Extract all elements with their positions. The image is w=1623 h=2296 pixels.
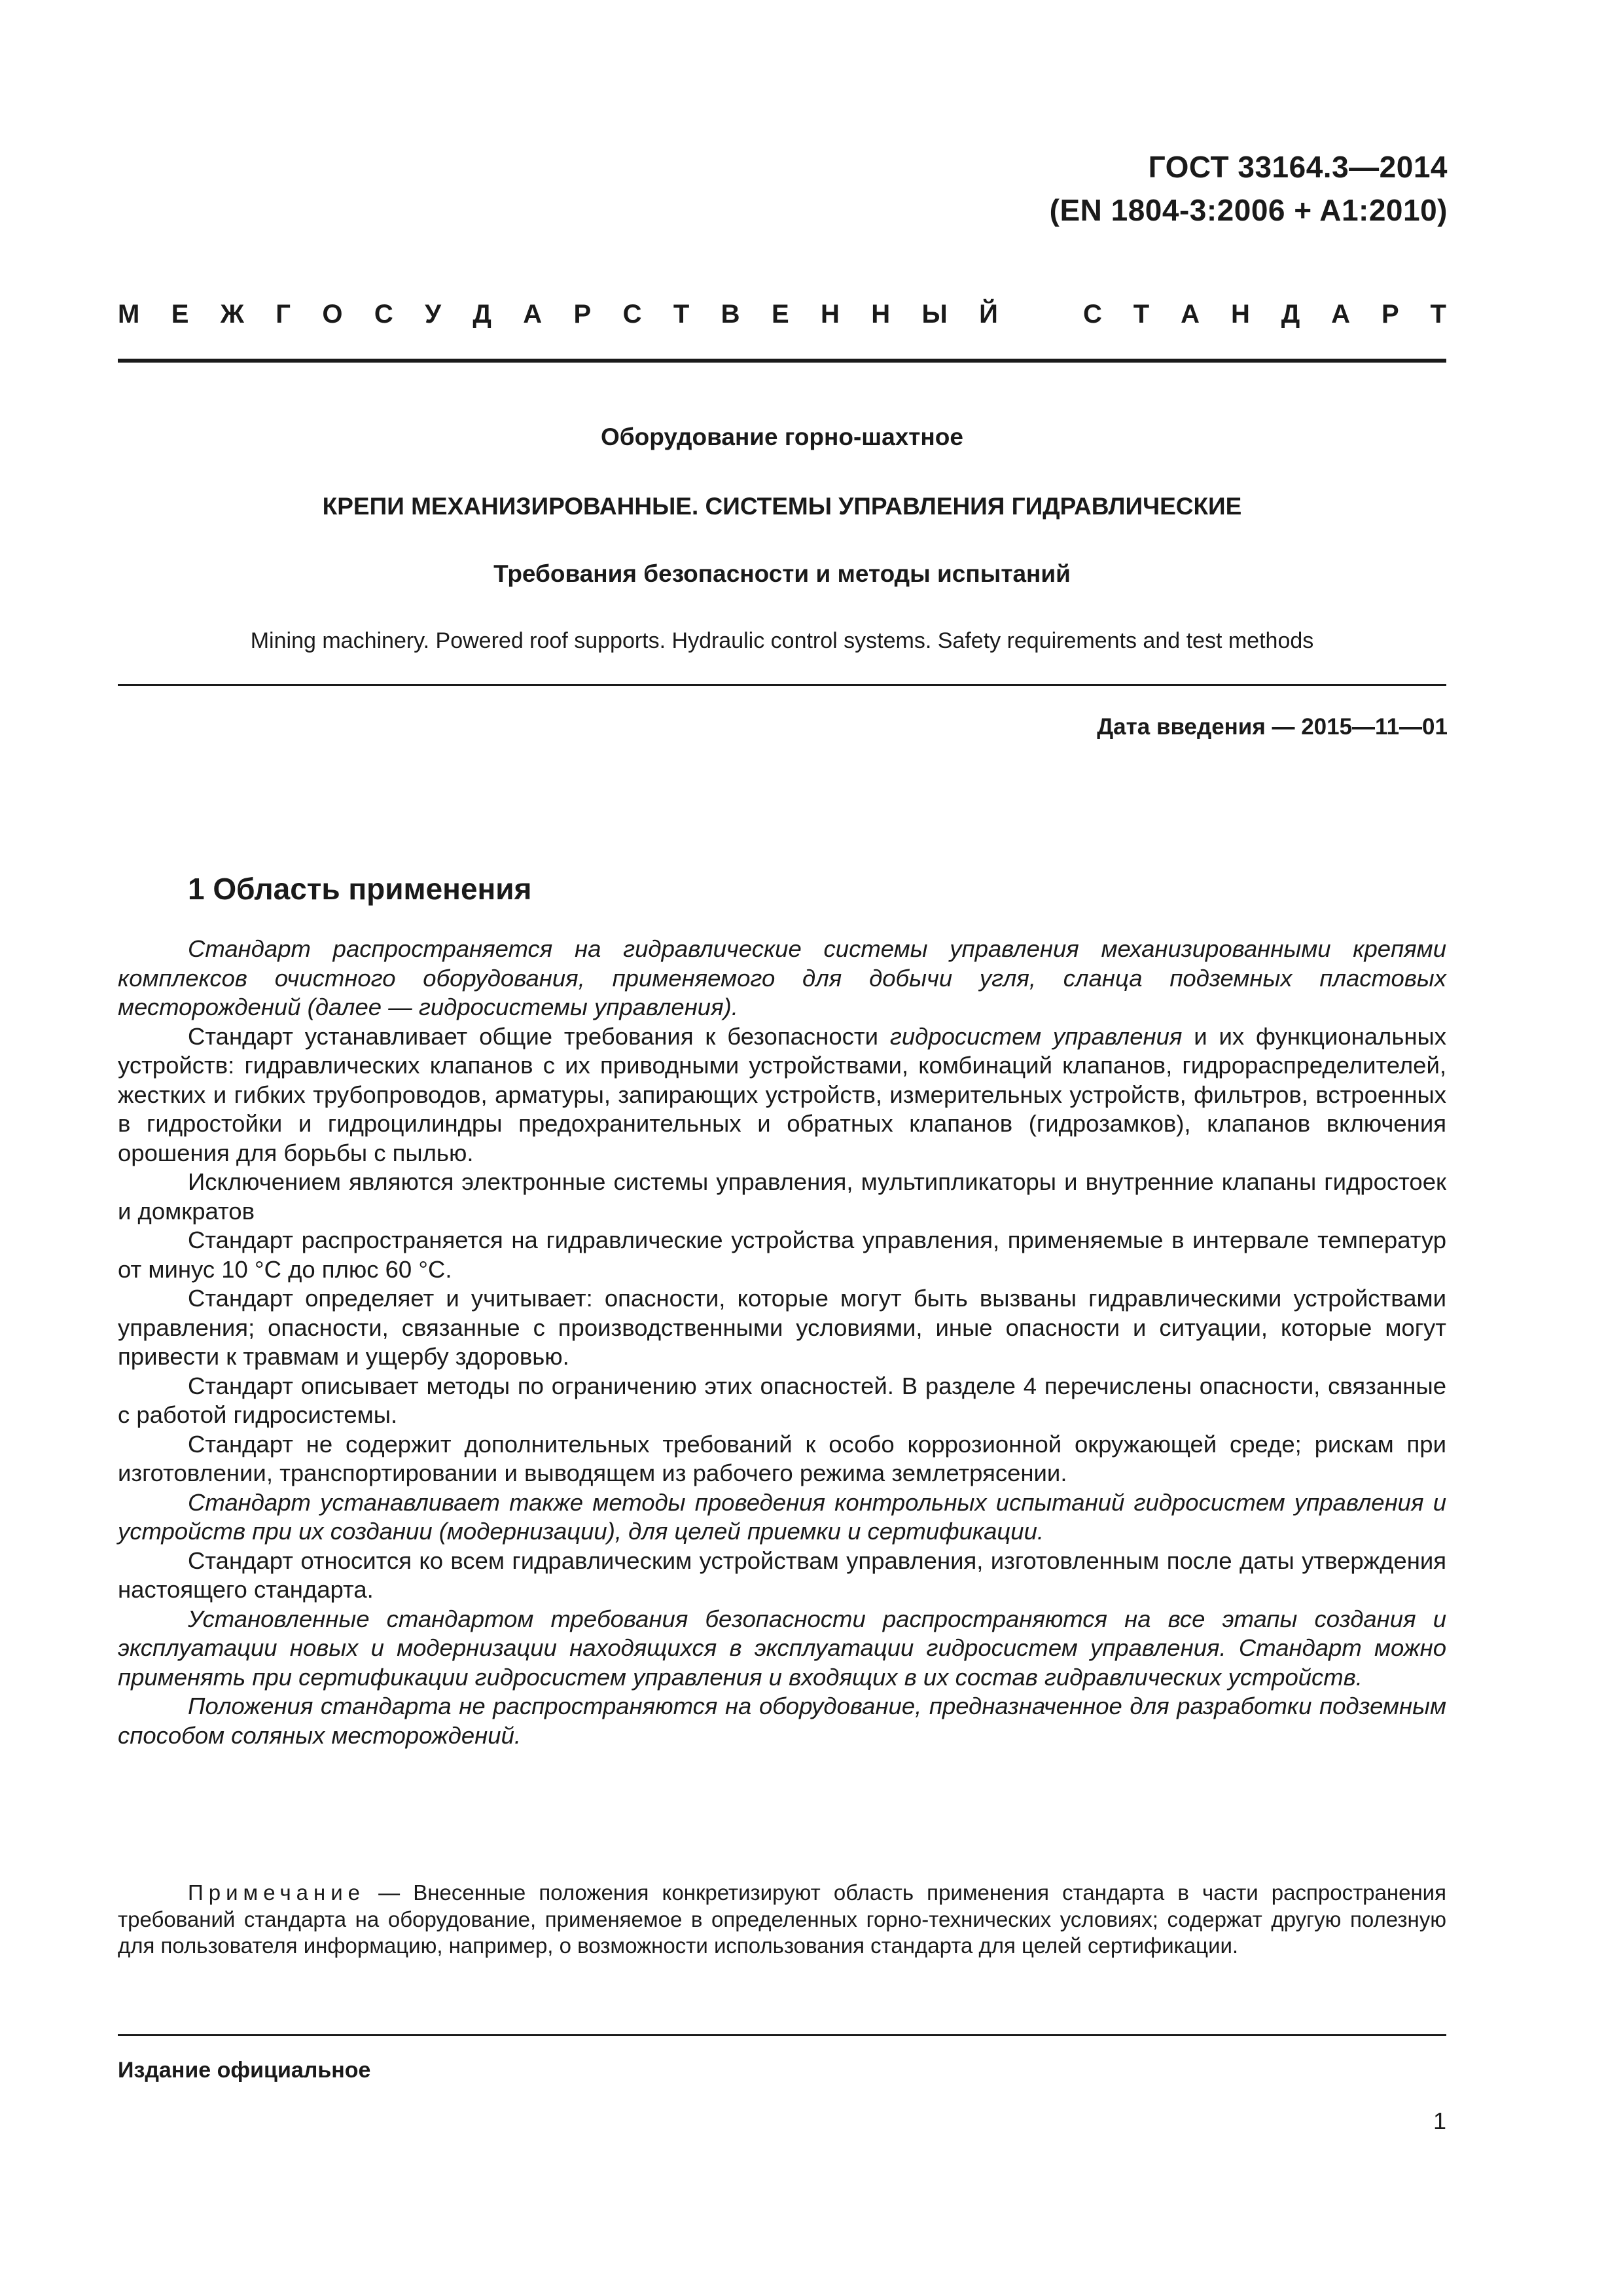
- top-divider: [118, 359, 1446, 363]
- standard-equivalent-code: (EN 1804-3:2006 + A1:2010): [1049, 193, 1448, 227]
- sub-title: Требования безопасности и методы испытаний: [493, 560, 1071, 587]
- banner-letter: Н: [871, 300, 891, 329]
- banner-letter: А: [523, 300, 543, 329]
- banner-letter: У: [425, 300, 442, 329]
- banner-letter: А: [1181, 300, 1200, 329]
- paragraph: Стандарт определяет и учитывает: опасности, которые могут быть вызваны гидравлическими устройствами управления; опасности, связанные с производственными условиями, иные опасности и ситуации, которые могут привести к травмам и ущербу здоровью.: [118, 1285, 1446, 1370]
- section-body: [118, 935, 1446, 1750]
- paragraph: Исключением являются электронные системы управления, мультипликаторы и внутренние клапаны гидростоек и домкратов: [118, 1168, 1446, 1225]
- paragraph: Стандарт не содержит дополнительных требований к особо коррозионной окружающей среде; рискам при изготовлении, транспортировании и выводящем из рабочего режима землетрясении.: [118, 1430, 1446, 1486]
- banner-letter: Г: [276, 300, 291, 329]
- banner-letter: Ы: [921, 300, 948, 329]
- banner-letter: Т: [1133, 300, 1150, 329]
- banner-letter: С: [622, 300, 642, 329]
- note-text: — Внесенные положения конкретизируют область применения стандарта в части распространения требований стандарта на оборудование, применяемое в определенных горно-технических условиях; содержат другую полезную для пользователя информацию, например, о возможности использования стандарта для целей сертификации.: [118, 1880, 1446, 1958]
- banner-letter: Н: [1230, 300, 1250, 329]
- paragraph: Стандарт распространяется на гидравлические устройства управления, применяемые в интервале температур от минус 10 °С до плюс 60 °С.: [118, 1227, 1446, 1283]
- section-heading: 1 Область применения: [188, 872, 532, 906]
- banner-letter: О: [322, 300, 343, 329]
- banner-letter: Е: [771, 300, 789, 329]
- banner-letter: Т: [1430, 300, 1446, 329]
- banner-word-interstate: [118, 298, 998, 331]
- main-title: КРЕПИ МЕХАНИЗИРОВАННЫЕ. СИСТЕМЫ УПРАВЛЕНИЯ ГИДРАВЛИЧЕСКИЕ: [322, 493, 1242, 520]
- banner-letter: С: [374, 300, 393, 329]
- banner-letter: М: [118, 300, 140, 329]
- banner-letter: Е: [171, 300, 189, 329]
- banner-letter: Й: [979, 300, 998, 329]
- banner-letter: А: [1331, 300, 1351, 329]
- paragraph: Стандарт распространяется на гидравлические системы управления механизированными крепями комплексов очистного оборудования, применяемого для добычи угля, сланца подземных пластовых месторождений (далее — гидросистемы управления).: [118, 935, 1446, 1020]
- paragraph: Стандарт устанавливает также методы проведения контрольных испытаний гидросистем управления и устройств при их создании (модернизации), для целей приемки и сертификации.: [118, 1488, 1446, 1545]
- banner-letter: Р: [573, 300, 592, 329]
- paragraph: Стандарт устанавливает общие требования к безопасности гидросистем управления и их функциональных устройств: гидравлических клапанов с их приводными устройствами, комбинаций клапанов, гидрораспределителей, жестких и гибких трубопроводов, арматуры, запирающих устройств, измерительных устройств, фильтров, встроенных в гидростойки и гидроцилиндры предохранительных и обратных клапанов (гидрозамков), клапанов включения орошения для борьбы с пылью.: [118, 1022, 1447, 1166]
- paragraph: Установленные стандартом требования безопасности распространяются на все этапы создания и эксплуатации новых и модернизации находящихся в эксплуатации гидросистем управления. Стандарт можно применять при сертификации гидросистем управления и входящих в их состав гидравлических устройств.: [118, 1605, 1446, 1691]
- footer-divider: [118, 2034, 1446, 2036]
- introduction-date: Дата введения — 2015—11—01: [1097, 714, 1448, 740]
- title-divider: [118, 684, 1446, 686]
- banner-letter: Ж: [220, 300, 244, 329]
- english-title: Mining machinery. Powered roof supports. Hydraulic control systems. Safety requirements and test methods: [250, 628, 1314, 653]
- paragraph: Положения стандарта не распространяются на оборудование, предназначенное для разработки подземным способом соляных месторождений.: [118, 1693, 1446, 1749]
- paragraph: Стандарт относится ко всем гидравлическим устройствам управления, изготовленным после даты утверждения настоящего стандарта.: [118, 1547, 1446, 1603]
- note-paragraph: [118, 1880, 1446, 1960]
- banner-word-standard: [1083, 298, 1446, 331]
- interstate-standard-banner: [118, 298, 1446, 331]
- banner-letter: С: [1083, 300, 1102, 329]
- standard-code: ГОСТ 33164.3—2014: [1148, 150, 1448, 184]
- official-edition-label: Издание официальное: [118, 2058, 371, 2083]
- note-block: [118, 1880, 1446, 1960]
- paragraph: Стандарт описывает методы по ограничению этих опасностей. В разделе 4 перечислены опасности, связанные с работой гидросистемы.: [118, 1372, 1446, 1428]
- banner-letter: Д: [473, 300, 491, 329]
- banner-letter: Д: [1281, 300, 1300, 329]
- note-label: Примечание: [188, 1880, 366, 1905]
- banner-letter: Р: [1381, 300, 1399, 329]
- equipment-group-title: Оборудование горно-шахтное: [601, 423, 963, 450]
- page-number: 1: [1433, 2108, 1446, 2134]
- banner-letter: Н: [821, 300, 840, 329]
- banner-letter: В: [721, 300, 740, 329]
- banner-letter: Т: [673, 300, 690, 329]
- standard-designation: [1050, 145, 1448, 232]
